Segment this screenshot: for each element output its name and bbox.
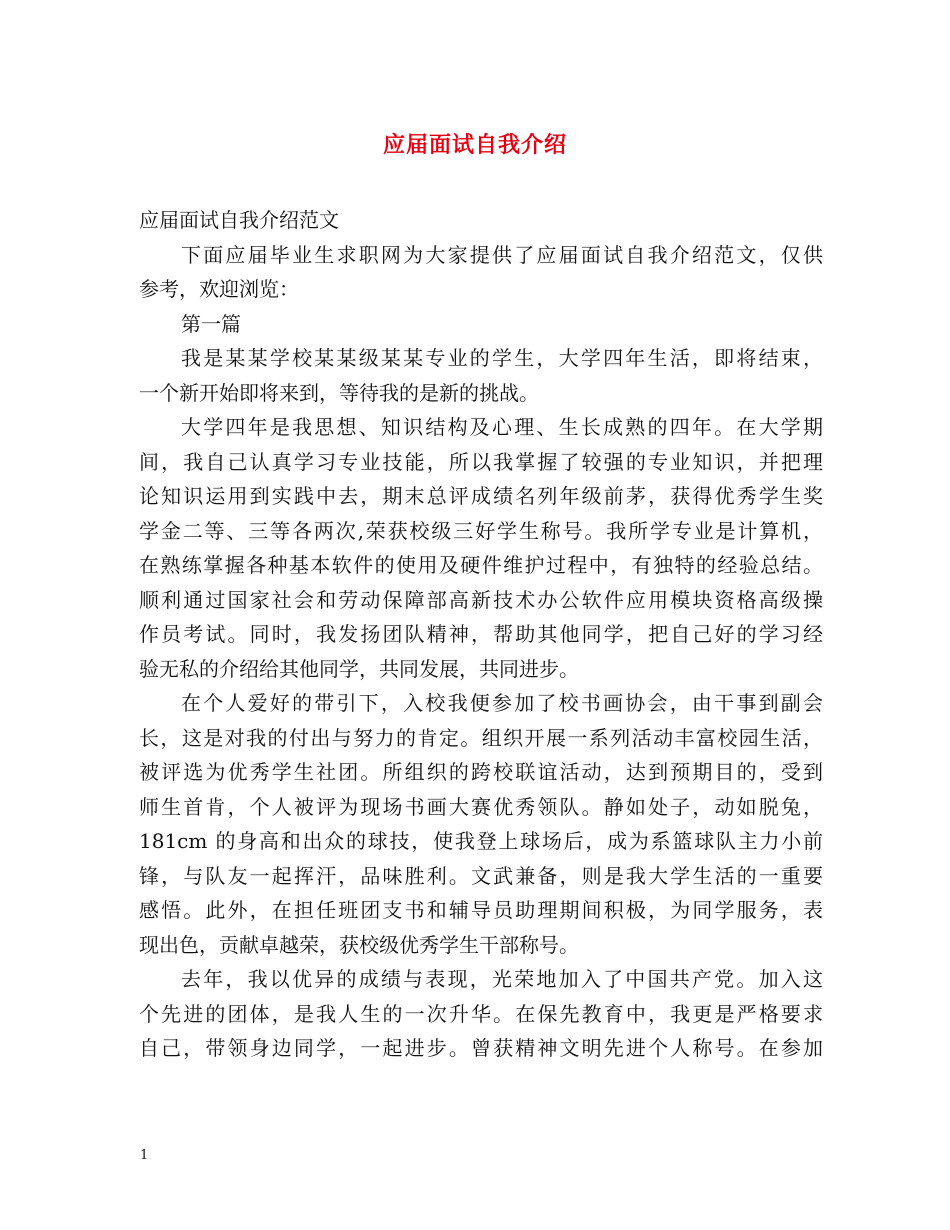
text-line: 学金二等、三等各两次,荣获校级三好学生称号。我所学专业是计算机，	[139, 518, 823, 543]
text-line: 自己，带领身边同学，一起进步。曾获精神文明先进个人称号。在参加	[139, 1036, 823, 1060]
text-line: 一个新开始即将来到，等待我的是新的挑战。	[139, 380, 539, 405]
text-line: 作员考试。同时，我发扬团队精神，帮助其他同学，把自己好的学习经	[139, 622, 823, 646]
text-line: 应届面试自我介绍范文	[139, 208, 339, 232]
text-line: 181cm 的身高和出众的球技，使我登上球场后，成为系篮球队主力小前	[139, 829, 823, 853]
text-line: 在个人爱好的带引下，入校我便参加了校书画协会，由干事到副会	[181, 691, 823, 715]
text-line: 参考，欢迎浏览：	[139, 277, 299, 301]
text-line: 论知识运用到实践中去，期末总评成绩名列年级前茅，获得优秀学生奖	[139, 484, 823, 508]
text-line: 下面应届毕业生求职网为大家提供了应届面试自我介绍范文，仅供	[181, 242, 823, 267]
page-number: 1	[140, 1148, 149, 1163]
text-line: 我是某某学校某某级某某专业的学生，大学四年生活，即将结束，	[181, 346, 823, 370]
text-line: 长，这是对我的付出与努力的肯定。组织开展一系列活动丰富校园生活，	[139, 725, 823, 750]
text-line: 大学四年是我思想、知识结构及心理、生长成熟的四年。在大学期	[181, 415, 823, 439]
text-line: 第一篇	[181, 311, 241, 336]
text-line: 感悟。此外，在担任班团支书和辅导员助理期间积极，为同学服务，表	[139, 898, 823, 922]
text-line: 验无私的介绍给其他同学，共同发展，共同进步。	[139, 656, 579, 681]
text-line: 去年，我以优异的成绩与表现，光荣地加入了中国共产党。加入这	[181, 967, 823, 991]
text-line: 间，我自己认真学习专业技能，所以我掌握了较强的专业知识，并把理	[139, 449, 823, 474]
document-title: 应届面试自我介绍	[382, 132, 567, 158]
text-line: 个先进的团体，是我人生的一次升华。在保先教育中，我更是严格要求	[139, 1001, 823, 1026]
document-body	[139, 203, 823, 1066]
text-line: 在熟练掌握各种基本软件的使用及硬件维护过程中，有独特的经验总结。	[139, 553, 823, 577]
text-line: 现出色，贡献卓越荣，获校级优秀学生干部称号。	[139, 932, 579, 957]
text-line: 锋，与队友一起挥汗，品味胜利。文武兼备，则是我大学生活的一重要	[139, 863, 823, 888]
text-line: 师生首肯，个人被评为现场书画大赛优秀领队。静如处子，动如脱兔，	[139, 794, 823, 819]
text-line: 顺利通过国家社会和劳动保障部高新技术办公软件应用模块资格高级操	[139, 587, 823, 612]
text-line: 被评选为优秀学生社团。所组织的跨校联谊活动，达到预期目的，受到	[139, 760, 823, 784]
